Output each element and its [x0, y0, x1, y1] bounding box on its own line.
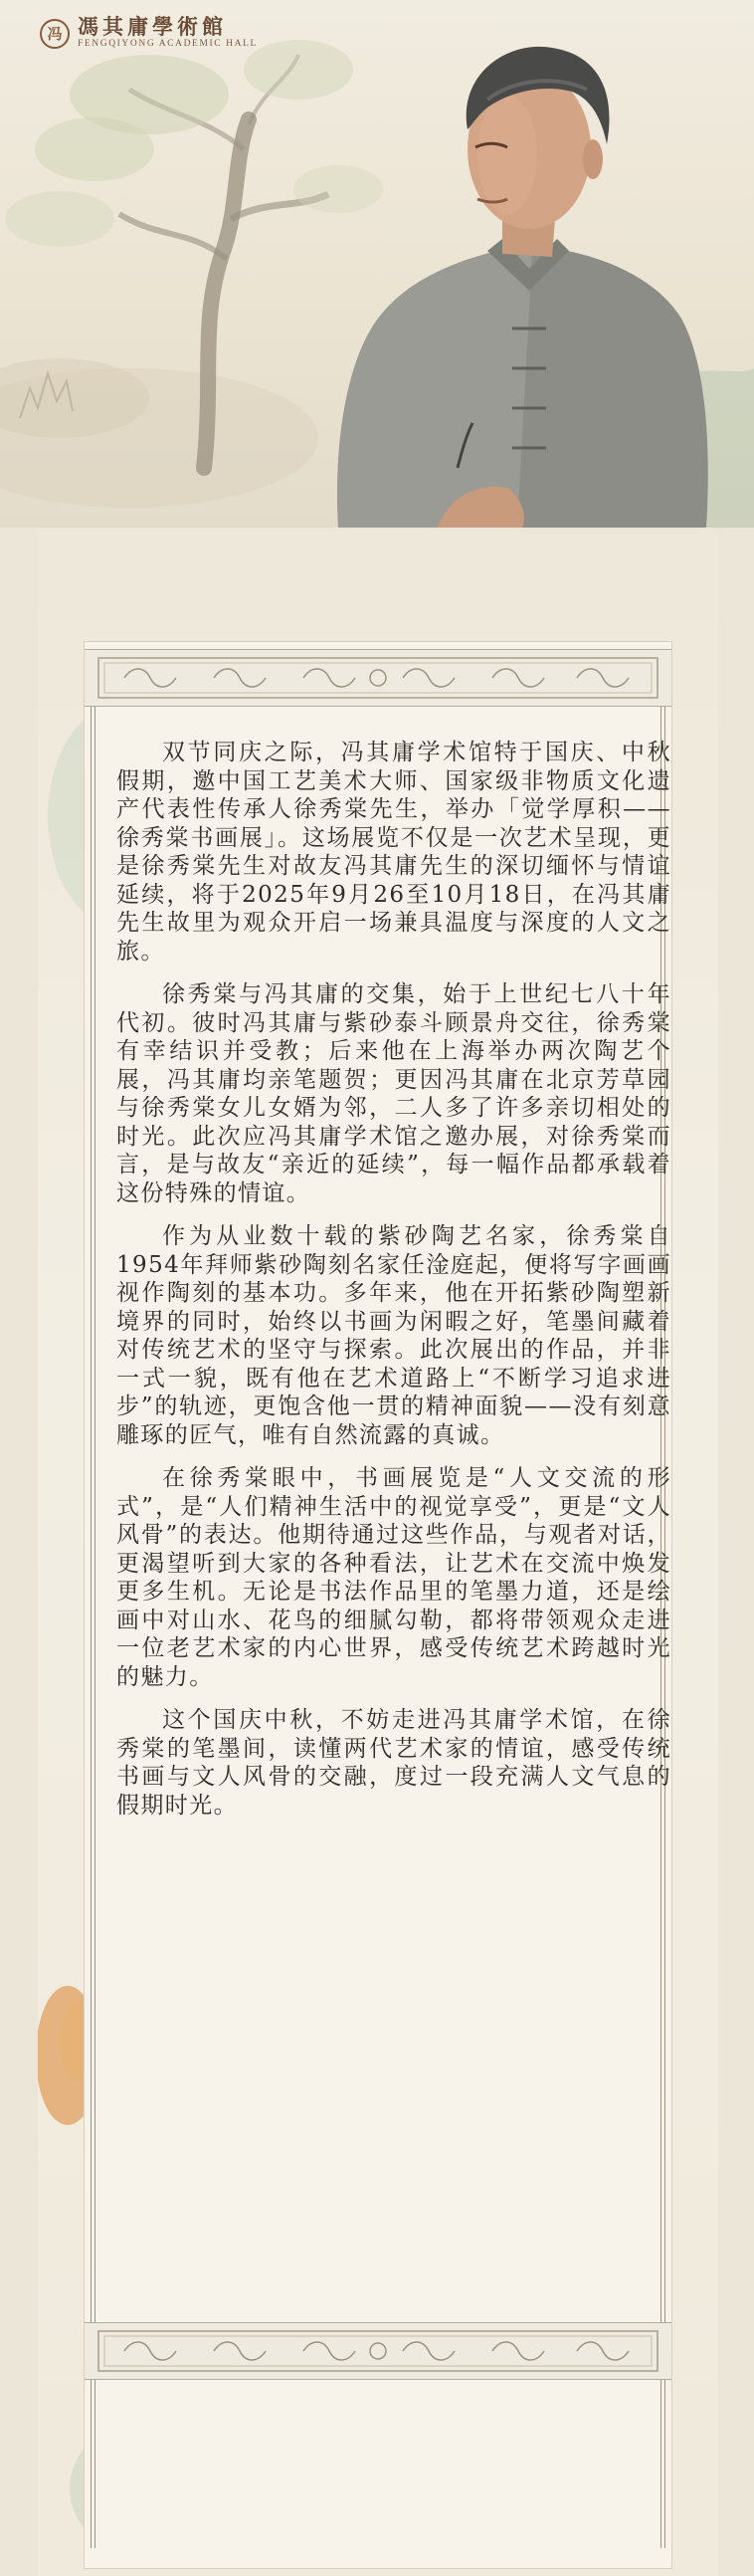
ornamental-frame-band-icon — [85, 2323, 671, 2381]
paragraph: 在徐秀棠眼中，书画展览是“人文交流的形式”，是“人们精神生活中的视觉享受”，更是“文人风骨”的表达。他期待通过这些作品，与观者对话，更渴望听到大家的各种看法，让艺术在交流中焕发更多生机。无论是书法作品里的笔墨力道，还是绘画中对山水、花鸟的细腻勾勒，都将带领观众走进一位老艺术家的内心世界，感受传统艺术跨越时光的魅力。 — [116, 1465, 671, 1690]
top-ornament-band — [85, 649, 671, 707]
paragraph: 徐秀棠与冯其庸的交集，始于上世纪七八十年代初。彼时冯其庸与紫砂泰斗顾景舟交往，徐秀棠有幸结识并受教；后来他在上海举办两次陶艺个展，冯其庸均亲笔题贺；更因冯其庸在北京芳草园与徐秀棠女儿女婿为邻，二人多了许多亲切相处的时光。此次应冯其庸学术馆之邀办展，对徐秀棠而言，是与故友“亲近的延续”，每一幅作品都承载着这份特殊的情谊。 — [116, 981, 671, 1206]
paragraph: 作为从业数十载的紫砂陶艺名家，徐秀棠自1954年拜师紫砂陶刻名家任淦庭起，便将写字画画视作陶刻的基本功。多年来，他在开拓紫砂陶塑新境界的同时，始终以书画为闲暇之好，笔墨间藏着对传统艺术的坚守与探索。此次展出的作品，并非一式一貌，既有他在艺术道路上“不断学习追求进步”的轨迹，更饱含他一贯的精神面貌——没有刻意雕琢的匠气，唯有自然流露的真诚。 — [116, 1223, 671, 1448]
circle-seal-icon: 冯 — [40, 19, 70, 49]
article-body — [116, 739, 671, 1834]
logo-name-en: FENGQIYONG ACADEMIC HALL — [78, 39, 258, 49]
paragraph: 这个国庆中秋，不妨走进冯其庸学术馆，在徐秀棠的笔墨间，读懂两代艺术家的情谊，感受传统书画与文人风骨的交融，度过一段充满人文气息的假期时光。 — [116, 1707, 671, 1819]
logo-name-cn: 馮其庸學術館 — [78, 14, 227, 39]
ornamental-frame-band-icon — [85, 650, 671, 708]
paragraph: 双节同庆之际，冯其庸学术馆特于国庆、中秋假期，邀中国工艺美术大师、国家级非物质文化遗产代表性传承人徐秀棠先生，举办「觉学厚积——徐秀棠书画展」。这场展览不仅是一次艺术呈现，更是徐秀棠先生对故友冯其庸先生的深切缅怀与情谊延续，将于2025年9月26至10月18日，在冯其庸先生故里为观众开启一场兼具温度与深度的人文之旅。 — [116, 740, 671, 965]
bottom-ornament-band — [85, 2322, 671, 2380]
museum-logo — [40, 16, 258, 51]
panel-border-left — [91, 657, 95, 2548]
elderly-man-portrait — [308, 30, 716, 528]
header-banner — [0, 0, 754, 528]
